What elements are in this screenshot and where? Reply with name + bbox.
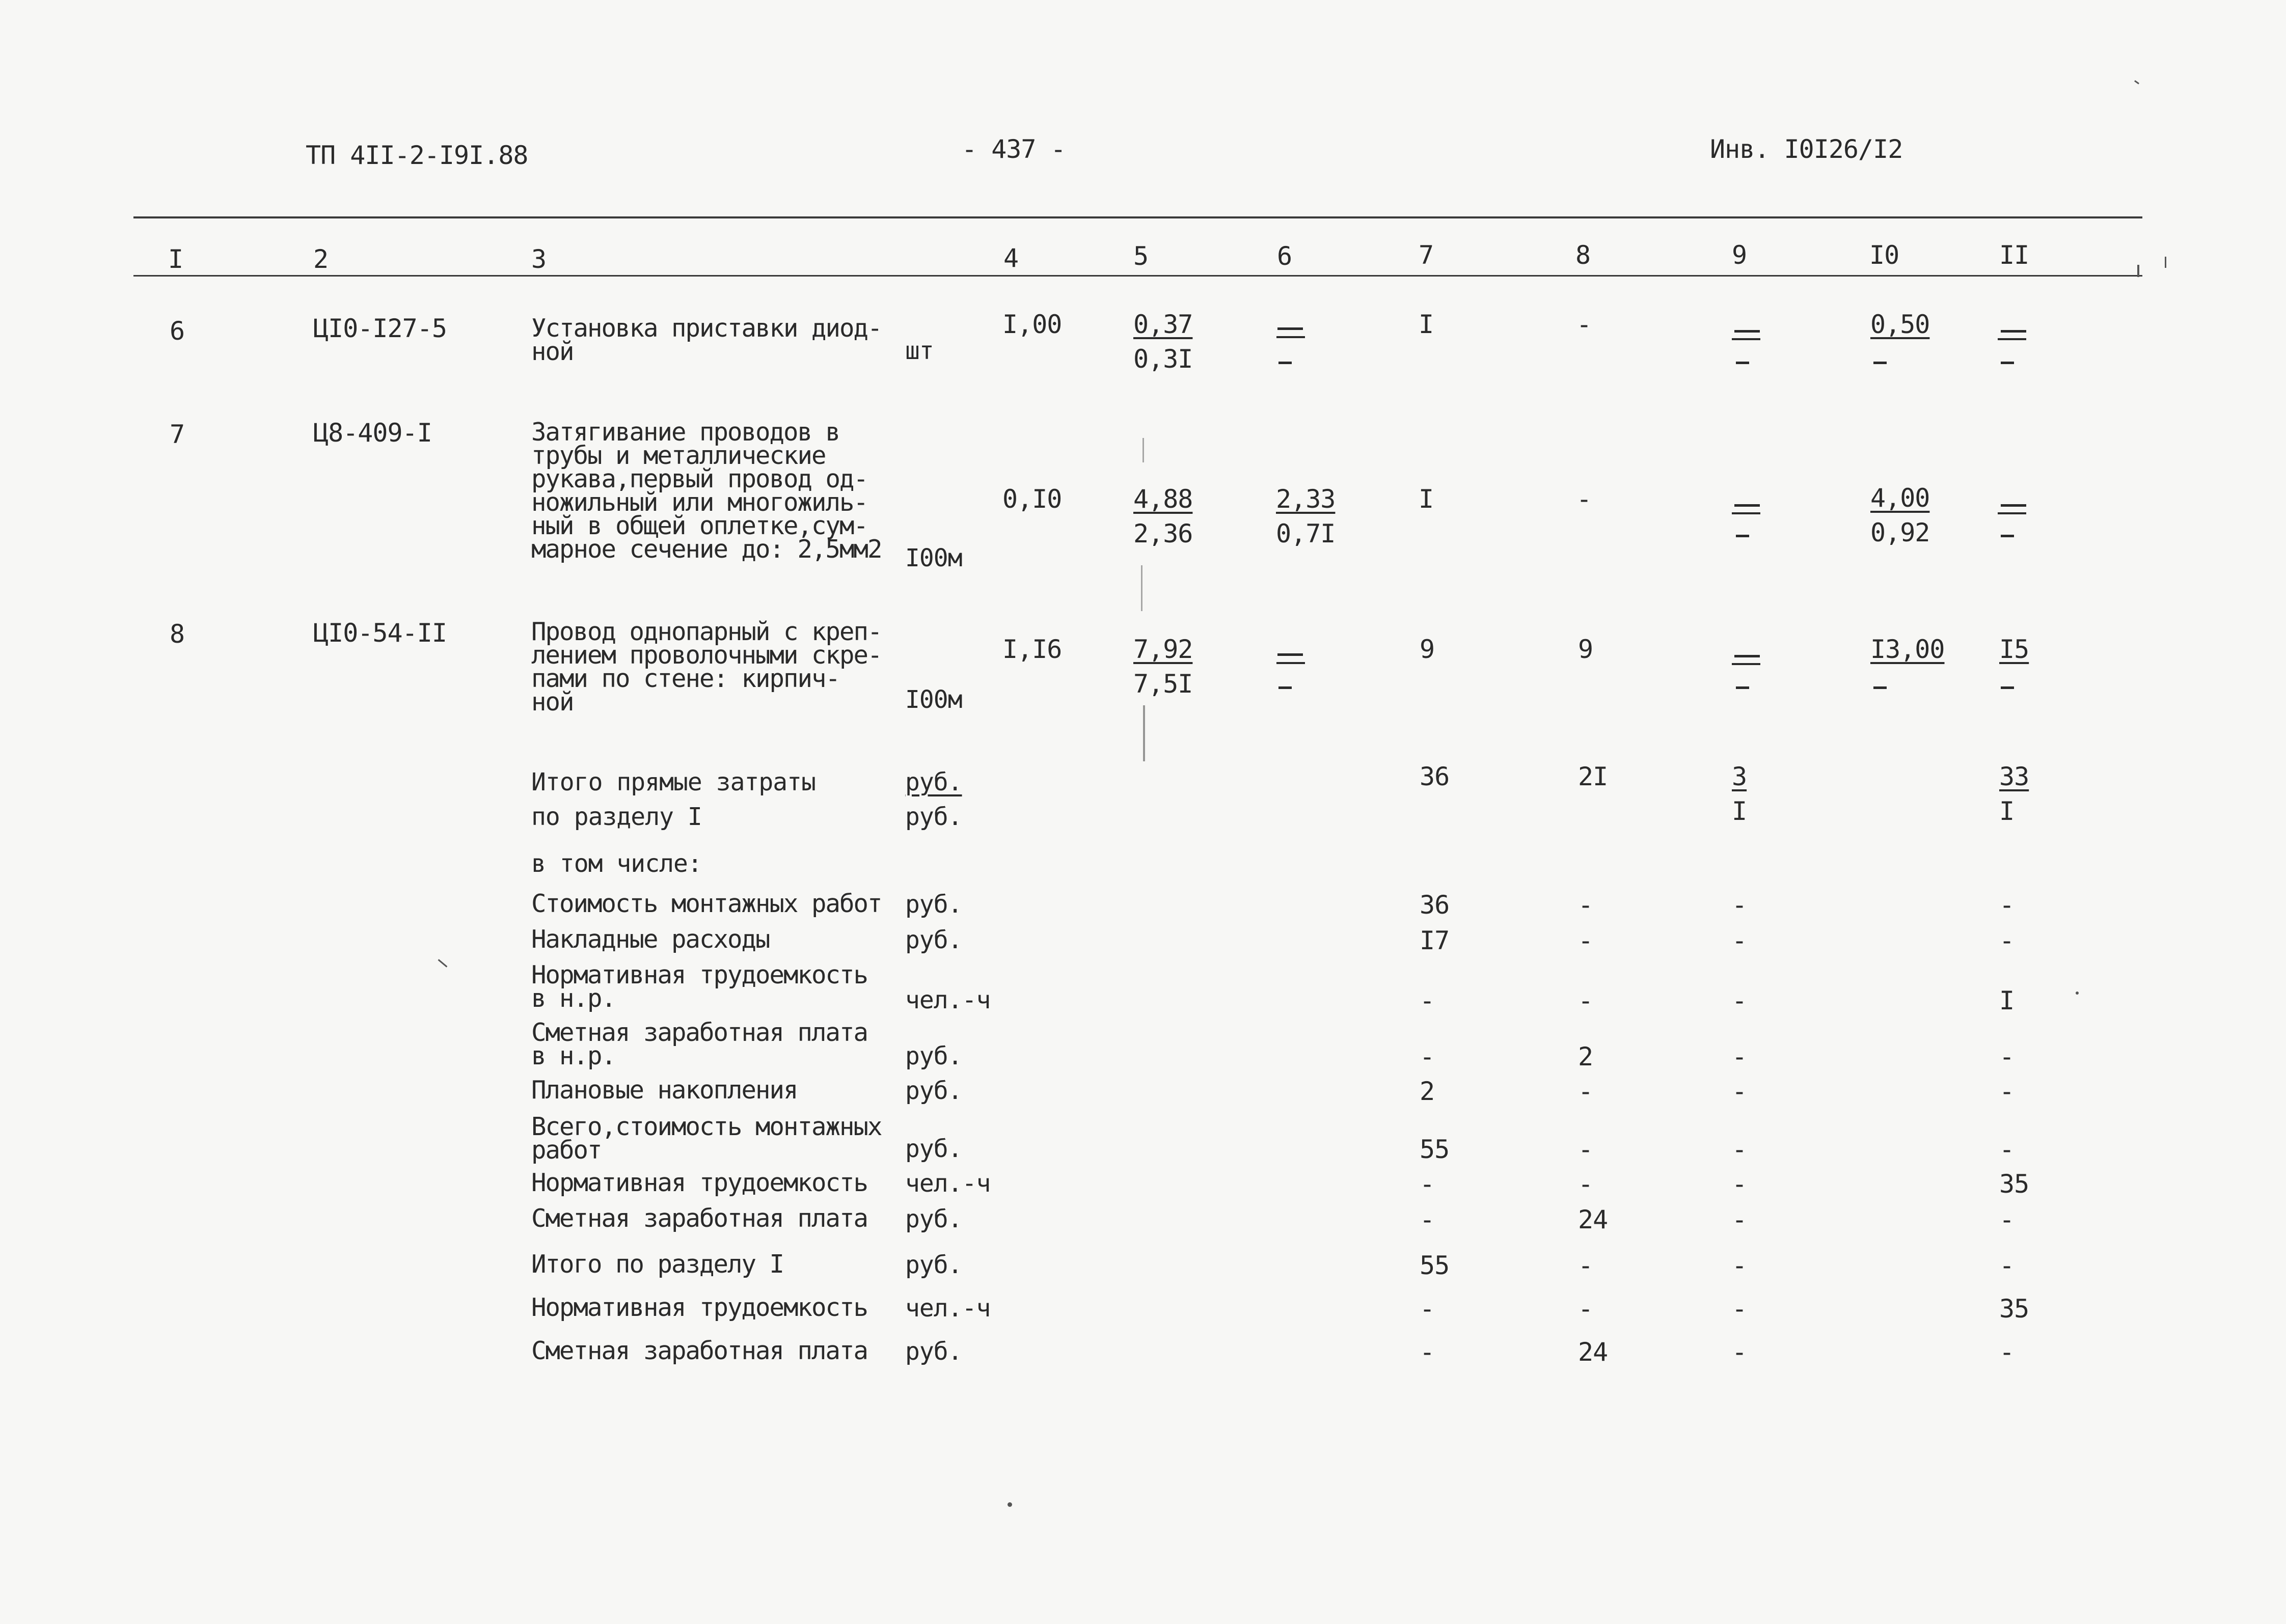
row-description: Затягивание проводов в трубы и металлические рукава,первый провод од- ножильный или многожиль- ный в общей оплетке,сум- марное сечение до: 2,5мм2 (531, 418, 882, 564)
breakdown-c7: 55 (1420, 1251, 1450, 1280)
breakdown-c11: - (1999, 890, 2015, 920)
breakdown-c9: - (1732, 890, 1747, 920)
breakdown-unit: руб. (905, 1251, 962, 1279)
breakdown-c9: - (1732, 1294, 1747, 1324)
breakdown-c7: - (1420, 1169, 1435, 1199)
column-header: I0 (1869, 240, 1899, 270)
breakdown-c9: - (1732, 1205, 1747, 1234)
breakdown-c8: - (1578, 1169, 1593, 1199)
scan-speck (2134, 80, 2139, 84)
breakdown-c8: - (1578, 986, 1593, 1015)
breakdown-label: Сметная заработная плата в н.р. (531, 1018, 868, 1070)
breakdown-c11: - (1999, 1205, 2015, 1234)
cost-unit-bottom: 0,3I (1133, 344, 1193, 374)
row-number: 8 (170, 619, 185, 649)
direct-costs-label: Итого прямые затраты (531, 768, 815, 796)
breakdown-unit: чел.-ч (905, 1169, 991, 1198)
column-header: 7 (1419, 240, 1434, 270)
breakdown-c8: - (1578, 1077, 1593, 1106)
breakdown-c11: - (1999, 1251, 2015, 1280)
column-header: 9 (1732, 240, 1747, 270)
breakdown-unit: руб. (905, 1135, 962, 1163)
cell-dash (2001, 330, 2026, 333)
breakdown-c7: 36 (1420, 890, 1450, 920)
rule-end-mark (2137, 265, 2139, 277)
col10-top: I3,00 (1870, 635, 1945, 664)
row-description: Установка приставки диод- ной (531, 314, 882, 366)
row-code: ЦI0-54-II (313, 618, 447, 648)
cell-dash (2001, 535, 2014, 537)
direct-col8: 2I (1578, 762, 1608, 791)
cell-dash (1736, 535, 1749, 537)
page-number: - 437 - (962, 134, 1066, 164)
cell-dash (1736, 362, 1749, 364)
cell-dash-underline (1732, 338, 1760, 340)
breakdown-label: Нормативная трудоемкость (531, 1168, 868, 1197)
col8-value: - (1576, 310, 1592, 339)
cell-dash-underline (1998, 338, 2026, 340)
breakdown-c8: 2 (1578, 1042, 1593, 1071)
col8-value: - (1576, 484, 1592, 514)
breakdown-c7: - (1420, 986, 1435, 1015)
inventory-number: Инв. I0I26/I2 (1710, 134, 1903, 164)
breakdown-c8: 24 (1578, 1337, 1608, 1367)
breakdown-label: Нормативная трудоемкость (531, 1293, 868, 1322)
breakdown-c11: 35 (1999, 1294, 2029, 1324)
breakdown-c9: - (1732, 1042, 1747, 1071)
breakdown-label: Накладные расходы (531, 925, 770, 954)
cell-dash (2001, 362, 2014, 364)
column-header: I (168, 244, 183, 274)
breakdown-c8: - (1578, 890, 1593, 920)
row-unit: I00м (905, 544, 962, 572)
direct-costs-label-2: по разделу I (531, 803, 702, 831)
breakdown-c8: - (1578, 1135, 1593, 1164)
breakdown-c8: - (1578, 1294, 1593, 1324)
breakdown-unit: руб. (905, 1337, 962, 1366)
col8-value: 9 (1578, 635, 1593, 664)
breakdown-label: Итого по разделу I (531, 1250, 784, 1279)
doc-code: ТП 4II-2-I9I.88 (306, 141, 528, 170)
column-header: 3 (531, 244, 547, 274)
breakdown-label: Плановые накопления (531, 1076, 798, 1105)
cell-dash (1278, 686, 1292, 689)
breakdown-c11: I (1999, 986, 2015, 1015)
breakdown-c7: - (1420, 1337, 1435, 1367)
cell-dash (2001, 686, 2014, 689)
cell-dash-underline (1998, 512, 2026, 514)
breakdown-unit: чел.-ч (905, 1294, 991, 1323)
scan-mark (1142, 438, 1144, 462)
cell-dash (1736, 686, 1749, 689)
col7-value: I (1419, 310, 1434, 339)
col10-bottom: 0,92 (1870, 518, 1930, 547)
column-header: 2 (313, 244, 329, 274)
scan-mark (1141, 565, 1142, 611)
breakdown-label: Сметная заработная плата (531, 1204, 868, 1233)
breakdown-c9: - (1732, 926, 1747, 955)
breakdown-c11: - (1999, 1337, 2015, 1367)
row-description: Провод однопарный с креп- лением проволочными скре- пами по стене: кирпич- ной (531, 617, 882, 717)
col7-value: 9 (1420, 635, 1435, 664)
including-label: в том числе: (531, 849, 702, 878)
breakdown-c7: - (1420, 1294, 1435, 1324)
column-header: 6 (1277, 241, 1292, 271)
row-quantity: I,I6 (1002, 635, 1062, 664)
scan-speck (2165, 257, 2166, 268)
cost-unit-top: 7,92 (1133, 635, 1193, 664)
column-header: 8 (1575, 240, 1591, 270)
cell-dash (2001, 504, 2026, 507)
breakdown-label: Стоимость монтажных работ (531, 889, 882, 918)
breakdown-c11: - (1999, 926, 2015, 955)
breakdown-label: Нормативная трудоемкость в н.р. (531, 960, 868, 1013)
breakdown-unit: руб. (905, 1042, 962, 1070)
cost-unit-top: 0,37 (1133, 310, 1193, 339)
breakdown-c9: - (1732, 986, 1747, 1015)
col10-top: 0,50 (1870, 310, 1930, 339)
cell-dash (1734, 655, 1760, 657)
table-top-rule (133, 216, 2142, 218)
breakdown-unit: руб. (905, 890, 962, 919)
col11-top: I5 (1999, 635, 2029, 664)
row-code: ЦI0-I27-5 (313, 314, 447, 343)
breakdown-c9: - (1732, 1077, 1747, 1106)
breakdown-label: Всего,стоимость монтажных работ (531, 1112, 882, 1165)
breakdown-c8: - (1578, 1251, 1593, 1280)
cell-dash (1873, 362, 1887, 364)
col6-bottom: 0,7I (1276, 519, 1336, 548)
direct-col9-top: 3 (1732, 762, 1747, 791)
breakdown-c8: - (1578, 926, 1593, 955)
breakdown-c9: - (1732, 1337, 1747, 1367)
cell-dash-underline (1732, 512, 1760, 514)
cell-dash (1873, 686, 1887, 689)
breakdown-c8: 24 (1578, 1205, 1608, 1234)
cell-dash (1278, 362, 1292, 364)
cost-unit-bottom: 7,5I (1133, 669, 1193, 699)
breakdown-c7: 55 (1420, 1135, 1450, 1164)
breakdown-c7: - (1420, 1205, 1435, 1234)
breakdown-c9: - (1732, 1169, 1747, 1199)
column-header: 4 (1003, 243, 1019, 273)
row-code: Ц8-409-I (313, 418, 432, 448)
scan-speck (438, 959, 448, 967)
breakdown-unit: чел.-ч (905, 986, 991, 1014)
direct-costs-unit: руб. (905, 768, 962, 796)
breakdown-unit: руб. (905, 926, 962, 954)
breakdown-c7: - (1420, 1042, 1435, 1071)
direct-col9-bottom: I (1732, 796, 1747, 826)
breakdown-c11: - (1999, 1077, 2015, 1106)
cell-dash (1277, 327, 1303, 330)
row-unit: шт (905, 337, 934, 365)
breakdown-c9: - (1732, 1251, 1747, 1280)
col6-top: 2,33 (1276, 484, 1336, 514)
direct-col7: 36 (1420, 762, 1450, 791)
breakdown-c11: - (1999, 1042, 2015, 1071)
breakdown-c7: 2 (1420, 1077, 1435, 1106)
cell-dash (1734, 504, 1760, 507)
cell-dash-underline (1732, 663, 1760, 665)
row-quantity: I,00 (1002, 310, 1062, 339)
breakdown-label: Сметная заработная плата (531, 1336, 868, 1365)
cell-dash-underline (1276, 336, 1305, 338)
breakdown-c11: - (1999, 1135, 2015, 1164)
cost-unit-top: 4,88 (1133, 484, 1193, 514)
scan-mark (1143, 705, 1145, 761)
col10-top: 4,00 (1870, 483, 1930, 513)
row-number: 7 (170, 420, 185, 449)
breakdown-unit: руб. (905, 1205, 962, 1233)
direct-costs-unit-2: руб. (905, 803, 962, 831)
column-header: 5 (1133, 241, 1149, 271)
cost-unit-bottom: 2,36 (1133, 519, 1193, 548)
scan-speck (1008, 1502, 1012, 1507)
cell-dash (1277, 653, 1303, 656)
breakdown-unit: руб. (905, 1077, 962, 1105)
direct-col11-top: 33 (1999, 762, 2029, 791)
breakdown-c7: I7 (1420, 926, 1450, 955)
scan-speck (2076, 992, 2079, 995)
col7-value: I (1419, 484, 1434, 514)
row-quantity: 0,I0 (1002, 484, 1062, 514)
column-header: II (1999, 240, 2029, 270)
cell-dash-underline (1276, 662, 1305, 664)
direct-col11-bottom: I (1999, 796, 2015, 826)
row-unit: I00м (905, 685, 962, 714)
cell-dash (1734, 330, 1760, 333)
header-bottom-rule (133, 275, 2142, 277)
row-number: 6 (170, 316, 185, 346)
breakdown-c11: 35 (1999, 1169, 2029, 1199)
breakdown-c9: - (1732, 1135, 1747, 1164)
